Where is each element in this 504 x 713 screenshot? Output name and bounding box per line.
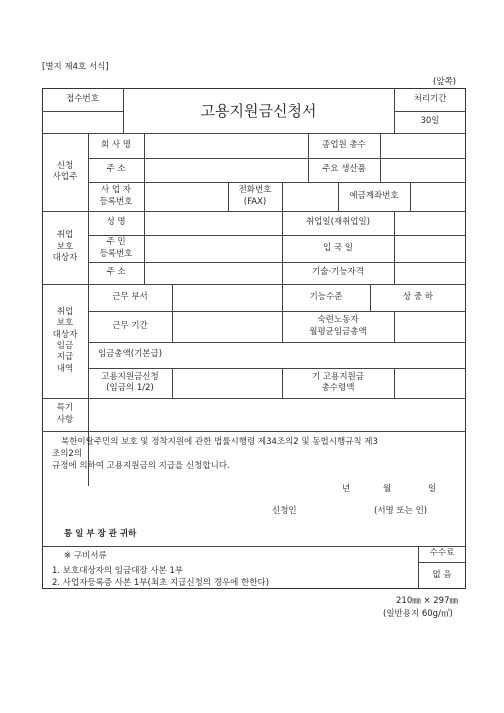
date-year-label: 년 xyxy=(342,484,351,494)
date-month-label: 월 xyxy=(383,484,392,494)
required-documents-heading: ※ 구비서류 xyxy=(64,551,107,561)
processing-days: 30일 xyxy=(420,116,440,127)
skill-grade-options: 상 중 하 xyxy=(402,291,434,302)
fee-label: 수수료 xyxy=(429,548,455,559)
employee-section-label: 취업 보호 대상자 xyxy=(52,230,78,264)
entry-date-label: 입 국 일 xyxy=(322,242,354,253)
prior-subsidy-label: 기 고용지원금 총수령액 xyxy=(312,371,364,393)
remarks-label: 특기 사항 xyxy=(56,403,74,425)
applicant-section-label: 신청 사업주 xyxy=(52,160,78,182)
paper-size: 210㎜ × 297㎜ xyxy=(396,596,458,606)
applicant-address-label: 주 소 xyxy=(106,164,126,175)
work-period-label: 근무 기간 xyxy=(112,320,148,331)
page-side-label: (앞쪽) xyxy=(433,77,457,87)
skills-label: 기술·기능자격 xyxy=(312,267,364,278)
skill-level-label: 기능수준 xyxy=(309,291,343,302)
required-document-2: 2. 사업자등록증 사본 1부(최초 지급신청의 경우에 한한다) xyxy=(52,578,270,588)
processing-period-label: 처리기간 xyxy=(413,93,447,104)
date-day-label: 일 xyxy=(428,484,437,494)
employee-address-label: 주 소 xyxy=(106,267,126,278)
work-department-label: 근무 부서 xyxy=(112,291,148,302)
statement-line-2: 조의2의 xyxy=(52,449,83,459)
main-products-label: 주요 생산품 xyxy=(322,164,366,175)
employee-name-label: 성 명 xyxy=(106,217,126,228)
receipt-number-label: 접수번호 xyxy=(66,93,99,104)
company-name-label: 회 사 명 xyxy=(100,139,132,150)
wage-section-label: 취업 보호 대상자 임금 지급 내역 xyxy=(52,306,78,374)
form-reference: [별지 제4호 서식] xyxy=(42,62,109,72)
employee-total-label: 종업원 총수 xyxy=(322,139,366,150)
employment-date-label: 취업일(재취업일) xyxy=(305,217,371,228)
statement-line-3: 규정에 의하여 고용지원금의 지급을 신청합니다. xyxy=(52,461,230,471)
business-registration-label: 사 업 자 등록번호 xyxy=(99,185,133,207)
fee-value: 없 음 xyxy=(432,569,452,580)
applicant-signature-label: 신청인 xyxy=(272,506,297,516)
total-wage-label: 임금총액(기본급) xyxy=(97,349,163,360)
deposit-account-label: 예금계좌번호 xyxy=(349,190,399,201)
resident-number-label: 주 민 등록번호 xyxy=(99,237,133,259)
signature-instruction: (서명 또는 인) xyxy=(374,506,428,516)
required-document-1: 1. 보호대상자의 임금대장 사본 1부 xyxy=(52,566,184,576)
form-title: 고용지원금신청서 xyxy=(200,102,317,120)
skilled-wage-label: 숙련노동자 월평균임금총액 xyxy=(309,315,367,337)
phone-fax-label: 전화번호 (FAX) xyxy=(238,185,272,207)
addressee: 통 일 부 장 관 귀하 xyxy=(64,529,137,539)
subsidy-request-label: 고용지원금신청 (임금의 1/2) xyxy=(101,371,159,393)
paper-type: (일반용지 60g/㎡) xyxy=(383,609,453,619)
statement-line-1: 북한이탈주민의 보호 및 정착지원에 관한 법률시행령 제34조의2 및 동법시행규칙 제3 xyxy=(61,437,378,447)
